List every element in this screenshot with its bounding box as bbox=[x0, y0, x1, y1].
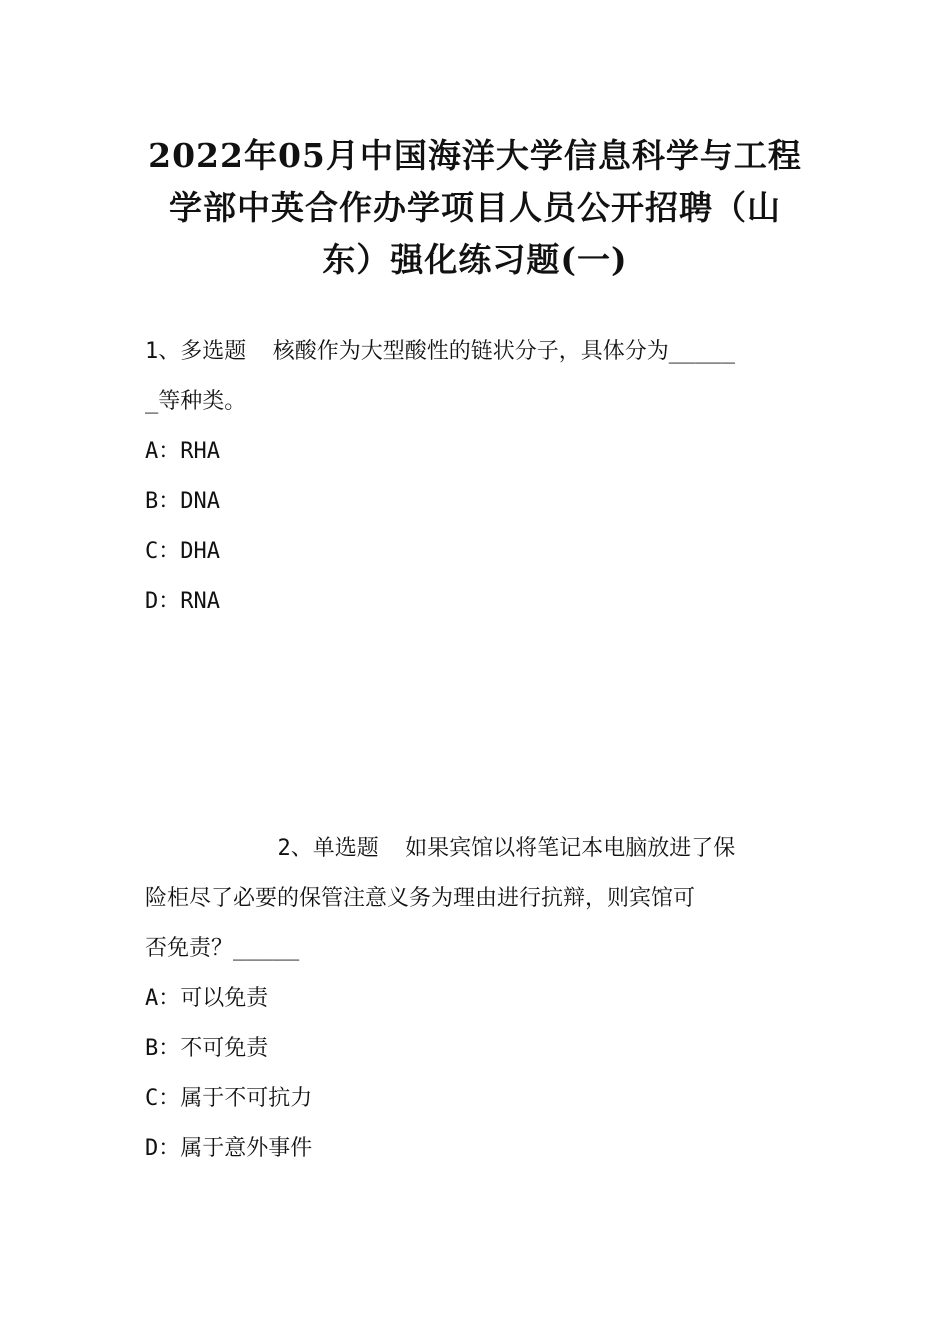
document-title bbox=[100, 130, 850, 286]
option-a bbox=[145, 974, 810, 1024]
option-letter: C： bbox=[145, 1086, 181, 1111]
option-c bbox=[145, 1074, 810, 1124]
option-c bbox=[145, 527, 810, 577]
option-letter: A： bbox=[145, 986, 181, 1011]
option-letter: B： bbox=[145, 1036, 181, 1061]
question-stem-line: _等种类。 bbox=[145, 389, 247, 414]
option-d bbox=[145, 1124, 810, 1174]
title-line: 学部中英合作办学项目人员公开招聘（山 bbox=[169, 188, 781, 227]
question-stem-line: 1、多选题 核酸作为大型酸性的链状分子，具体分为_____ bbox=[145, 339, 735, 364]
title-line: 东）强化练习题(一) bbox=[322, 240, 628, 279]
option-text: 属于不可抗力 bbox=[180, 1086, 313, 1111]
option-text: RHA bbox=[180, 439, 220, 464]
question-stem-line: 险柜尽了必要的保管注意义务为理由进行抗辩，则宾馆可 bbox=[145, 886, 696, 911]
option-letter: D： bbox=[145, 589, 181, 614]
option-d bbox=[145, 577, 810, 627]
option-text: 不可免责 bbox=[180, 1036, 269, 1061]
question-stem-line: 2、单选题 如果宾馆以将笔记本电脑放进了保 bbox=[145, 836, 736, 861]
option-b bbox=[145, 477, 810, 527]
option-text: DHA bbox=[180, 539, 220, 564]
question-2 bbox=[145, 824, 810, 1174]
question-1 bbox=[145, 327, 810, 627]
option-text: 可以免责 bbox=[180, 986, 269, 1011]
title-line: 2022年05月中国海洋大学信息科学与工程 bbox=[148, 136, 802, 175]
option-text: DNA bbox=[180, 489, 220, 514]
option-letter: D： bbox=[145, 1136, 181, 1161]
option-letter: B： bbox=[145, 489, 181, 514]
option-letter: A： bbox=[145, 439, 181, 464]
question-stem-line: 否免责？_____ bbox=[145, 936, 300, 961]
option-text: RNA bbox=[180, 589, 220, 614]
option-text: 属于意外事件 bbox=[180, 1136, 313, 1161]
option-letter: C： bbox=[145, 539, 181, 564]
option-a bbox=[145, 427, 810, 477]
option-b bbox=[145, 1024, 810, 1074]
